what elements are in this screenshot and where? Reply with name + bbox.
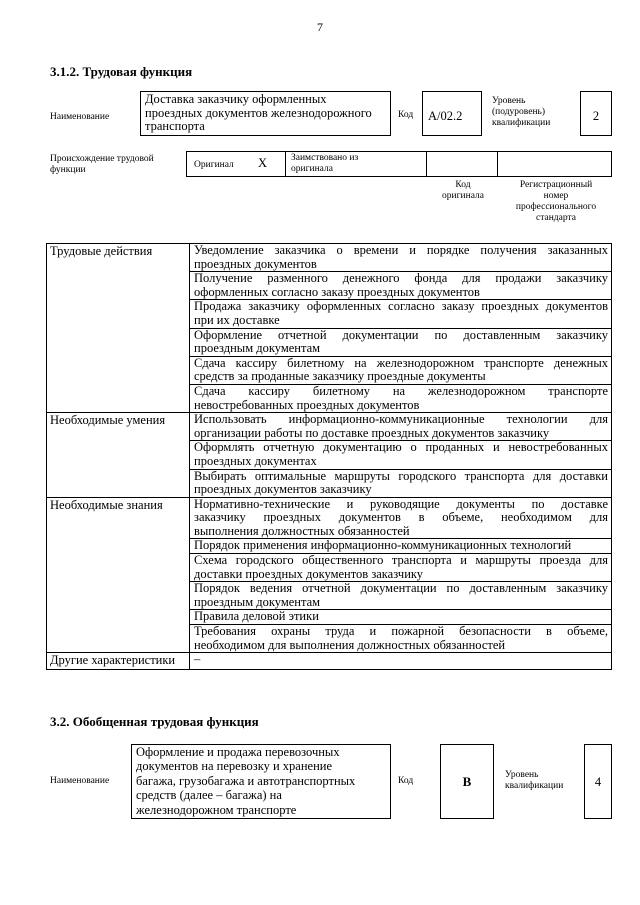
level-value: 2 xyxy=(592,109,600,123)
cell-line: заказчику проездных документов в объеме, необходимом для xyxy=(194,510,608,525)
table-row xyxy=(47,497,612,539)
caption-line: стандарта xyxy=(536,213,576,223)
table-cell xyxy=(190,356,612,384)
code-box xyxy=(440,744,494,819)
name-label: Наименование xyxy=(50,776,110,786)
level-box xyxy=(584,744,612,819)
caption-line: Код xyxy=(455,180,471,190)
cell-line: Оформление отчетной документации по доставленным заказчику xyxy=(194,327,608,342)
level-label-line: Уровень xyxy=(492,96,526,106)
cell-line: Уведомление заказчика о времени и порядке получения заказанных xyxy=(194,243,608,257)
level-label-line: Уровень xyxy=(505,770,539,780)
original-label: Оригинал xyxy=(194,160,234,170)
section-title: 3.1.2. Трудовая функция xyxy=(50,64,193,79)
function-name-line: транспорта xyxy=(145,119,205,133)
caption-line: Регистрационный xyxy=(519,180,593,190)
table-cell xyxy=(190,244,612,272)
cell-line: необходимом для выполнения должностных обязанностей xyxy=(194,637,506,652)
cell-line: Сдача кассиру билетному на железнодорожном транспорте xyxy=(194,383,608,398)
caption-line: оригинала xyxy=(442,191,484,201)
function-name-line: документов на перевозку и хранение xyxy=(136,759,333,774)
cell-line: доставки проездных документов заказчику xyxy=(194,566,424,581)
cell-line: проездных документах xyxy=(194,453,317,468)
row-label: Другие характеристики xyxy=(47,653,190,670)
borrowed-label-line: оригинала xyxy=(291,164,333,174)
table-cell xyxy=(190,413,612,441)
cell-line: Требования охраны труда и пожарной безопасности в объеме, xyxy=(194,624,608,639)
page-number: 7 xyxy=(317,20,323,34)
function-name-box xyxy=(140,91,391,136)
origin-label-line: Происхождение трудовой xyxy=(50,154,154,164)
function-name-line: железнодорожном транспорте xyxy=(136,802,297,817)
cell-line: Схема городского общественного транспорта и маршруты проезда для xyxy=(194,553,608,568)
origin-label-line: функции xyxy=(50,165,86,175)
section-title: 3.2. Обобщенная трудовая функция xyxy=(50,714,259,729)
caption-line: профессионального xyxy=(515,202,597,212)
code-value: А/02.2 xyxy=(428,109,463,123)
code-label: Код xyxy=(398,776,414,786)
level-label-line: квалификации xyxy=(492,118,551,128)
table-cell xyxy=(190,328,612,356)
table-cell xyxy=(190,582,612,610)
row-label: Необходимые знания xyxy=(47,497,190,653)
table-cell xyxy=(190,497,612,539)
cell-line: Правила деловой этики xyxy=(194,609,319,624)
table-row xyxy=(47,244,612,272)
cell-line: Нормативно-технические и руководящие документы по доставке xyxy=(194,496,608,511)
function-name-line: средств (далее – багажа) на xyxy=(136,788,282,803)
level-label xyxy=(492,96,550,129)
table-cell xyxy=(190,469,612,497)
cell-line: при их доставке xyxy=(194,312,280,327)
cell-line: – xyxy=(194,652,201,667)
competency-table xyxy=(46,243,612,670)
code-original-cell xyxy=(426,151,498,177)
table-row xyxy=(47,653,612,670)
code-box xyxy=(422,91,482,136)
function-name-line: багажа, грузобагажа и автотранспортных xyxy=(136,773,356,788)
cell-line: проездным документам xyxy=(194,341,321,356)
level-label xyxy=(505,770,563,792)
table-row xyxy=(47,413,612,441)
table-cell xyxy=(190,610,612,625)
cell-line: оформленных согласно заказу проездных документов xyxy=(194,284,480,299)
origin-label xyxy=(50,154,154,176)
code-value: В xyxy=(462,774,472,789)
code-label: Код xyxy=(398,110,414,120)
caption-line: номер xyxy=(543,191,569,201)
cell-line: Продажа заказчику оформленных согласно заказу проездных документов xyxy=(194,299,608,314)
cell-line: Получение разменного денежного фонда для продажи заказчику xyxy=(194,271,608,286)
code-original-caption xyxy=(428,180,498,202)
cell-line: Сдача кассиру билетному на железнодорожном транспорте денежных xyxy=(194,355,608,370)
cell-line: средств за проданные заказчику проездные документы xyxy=(194,369,486,384)
reg-number-caption xyxy=(500,180,612,224)
row-label: Необходимые умения xyxy=(47,413,190,498)
function-name-line: проездных документов железнодорожного xyxy=(145,105,372,120)
cell-line: проездным документам xyxy=(194,594,321,609)
cell-line: организации работы по доставке проездных документов заказчику xyxy=(194,425,550,440)
function-name-line: Доставка заказчику оформленных xyxy=(145,92,327,106)
table-cell xyxy=(190,625,612,653)
name-label: Наименование xyxy=(50,112,110,122)
borrowed-cell xyxy=(285,151,427,177)
table-cell xyxy=(190,441,612,469)
function-name-line: Оформление и продажа перевозочных xyxy=(136,745,340,759)
table-cell xyxy=(190,539,612,554)
cell-line: Порядок применения информационно-коммуникационных технологий xyxy=(194,538,572,553)
original-mark: X xyxy=(258,156,268,170)
table-cell xyxy=(190,272,612,300)
table-cell xyxy=(190,300,612,328)
level-label-line: квалификации xyxy=(505,781,564,791)
cell-line: проездных документов заказчику xyxy=(194,482,372,497)
level-label-line: (подуровень) xyxy=(492,107,546,117)
original-cell xyxy=(186,151,286,177)
row-label: Трудовые действия xyxy=(47,244,190,413)
cell-line: проездных документов xyxy=(194,256,317,271)
cell-line: Оформлять отчетную документацию о проданных и невостребованных xyxy=(194,440,608,455)
generalized-function-name-box xyxy=(131,744,391,819)
borrowed-label-line: Заимствовано из xyxy=(291,153,359,163)
cell-line: невостребованных проездных документов xyxy=(194,397,420,412)
table-cell xyxy=(190,384,612,412)
level-box xyxy=(580,91,612,136)
level-value: 4 xyxy=(594,775,602,789)
cell-line: Порядок ведения отчетной документации по доставленным заказчику xyxy=(194,581,608,596)
table-cell xyxy=(190,653,612,670)
cell-line: Использовать информационно-коммуникационные технологии для xyxy=(194,412,608,427)
reg-number-cell xyxy=(497,151,612,177)
cell-line: выполнения должностных обязанностей xyxy=(194,523,410,538)
table-cell xyxy=(190,554,612,582)
cell-line: Выбирать оптимальные маршруты городского транспорта для доставки xyxy=(194,468,608,483)
